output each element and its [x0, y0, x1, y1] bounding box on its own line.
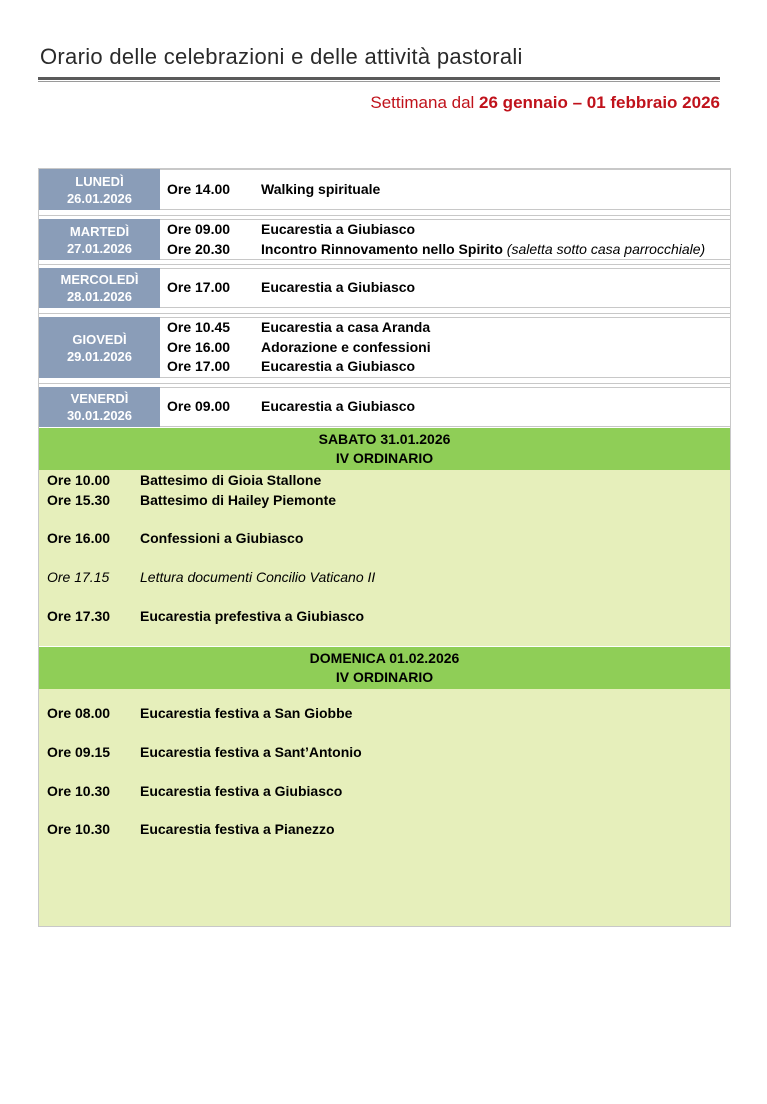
event-desc: Lettura documenti Concilio Vaticano II [140, 569, 376, 585]
sunday-events [39, 689, 730, 926]
event-time: Ore 14.00 [167, 180, 231, 197]
event-desc: Eucarestia festiva a San Giobbe [140, 705, 353, 721]
event-time: Ore 10.30 [47, 821, 111, 837]
event-row [47, 492, 336, 508]
event-desc: Confessioni a Giubiasco [140, 530, 304, 546]
event-row [160, 180, 730, 200]
event-time: Ore 16.00 [47, 530, 111, 546]
week-prefix: Settimana dal [370, 93, 475, 112]
event-row [47, 744, 362, 760]
day-row-friday [38, 387, 731, 427]
day-name: MERCOLEDÌ [60, 272, 139, 287]
title-rule [38, 77, 720, 80]
day-row-thursday [38, 317, 731, 378]
event-time: Ore 17.00 [167, 279, 231, 296]
event-row [47, 472, 321, 488]
divider [38, 383, 731, 384]
event-row [160, 278, 730, 298]
day-events [160, 268, 731, 308]
event-time: Ore 09.15 [47, 744, 111, 760]
divider [38, 264, 731, 265]
day-label [39, 387, 160, 427]
day-name: VENERDÌ [70, 391, 129, 406]
event-desc: Incontro Rinnovamento nello Spirito [261, 240, 503, 257]
day-name: LUNEDÌ [75, 173, 124, 189]
day-date: 28.01.2026 [66, 289, 133, 304]
event-time: Ore 10.45 [167, 319, 231, 336]
day-name: GIOVEDÌ [72, 331, 127, 347]
event-desc: Adorazione e confessioni [261, 338, 431, 355]
day-events [160, 387, 731, 427]
sunday-header [39, 647, 730, 689]
saturday-header [39, 428, 730, 470]
event-desc: Battesimo di Hailey Piemonte [140, 492, 337, 508]
event-row [47, 705, 352, 721]
event-row [47, 783, 342, 799]
event-time: Ore 10.00 [47, 472, 111, 488]
event-desc: Walking spirituale [261, 180, 381, 197]
event-time: Ore 09.00 [167, 398, 231, 415]
day-date: 27.01.2026 [66, 240, 133, 256]
title-rule-thin [38, 81, 720, 82]
event-row [160, 397, 730, 417]
saturday-events [39, 470, 730, 646]
day-date: 30.01.2026 [66, 408, 133, 423]
day-events [160, 169, 731, 210]
event-time: Ore 08.00 [47, 705, 111, 721]
day-date: 29.01.2026 [66, 348, 133, 364]
event-row [47, 530, 303, 546]
sunday-title: DOMENICA 01.02.2026 [309, 649, 460, 666]
divider [38, 215, 731, 216]
event-time: Ore 17.15 [47, 569, 110, 585]
saturday-title: SABATO 31.01.2026 [318, 430, 451, 447]
event-time: Ore 17.30 [47, 608, 111, 624]
day-name: MARTEDÌ [69, 223, 130, 239]
divider [38, 313, 731, 314]
day-label [39, 268, 160, 308]
event-row [160, 220, 730, 240]
week-range [370, 93, 720, 113]
event-time: Ore 16.00 [167, 338, 231, 355]
day-date: 26.01.2026 [66, 190, 133, 206]
event-desc: Eucarestia a Giubiasco [261, 398, 416, 415]
day-row-wednesday [38, 268, 731, 308]
day-events [160, 219, 731, 260]
event-desc: Eucarestia festiva a Pianezzo [140, 821, 335, 837]
event-note: (saletta sotto casa parrocchiale) [506, 240, 706, 257]
event-time: Ore 20.30 [167, 240, 231, 257]
event-time: Ore 10.30 [47, 783, 111, 799]
event-desc: Eucarestia festiva a Sant’Antonio [140, 744, 362, 760]
event-desc: Eucarestia prefestiva a Giubiasco [140, 608, 365, 624]
event-time: Ore 09.00 [167, 221, 231, 237]
event-row [160, 338, 730, 358]
day-row-tuesday [38, 219, 731, 260]
page-title: Orario delle celebrazioni e delle attività pastorali [40, 44, 523, 69]
day-label [39, 169, 160, 210]
event-time: Ore 15.30 [47, 492, 111, 508]
event-row [160, 357, 730, 377]
week-dates: 26 gennaio – 01 febbraio 2026 [479, 93, 720, 112]
day-label [39, 219, 160, 260]
event-row [47, 569, 375, 585]
event-row [160, 318, 730, 338]
day-label [39, 317, 160, 378]
event-desc: Eucarestia a Giubiasco [261, 279, 416, 296]
day-events [160, 317, 731, 378]
event-desc: Eucarestia festiva a Giubiasco [140, 783, 343, 799]
sunday-subtitle: IV ORDINARIO [335, 669, 434, 685]
event-desc: Battesimo di Gioia Stallone [140, 472, 322, 488]
event-desc: Eucarestia a Giubiasco [261, 221, 416, 237]
event-time: Ore 17.00 [167, 358, 231, 375]
event-desc: Eucarestia a Giubiasco [261, 358, 416, 375]
event-row [47, 608, 364, 624]
event-desc: Eucarestia a casa Aranda [261, 319, 431, 336]
event-row [160, 240, 730, 260]
day-row-monday [38, 169, 731, 210]
event-row [47, 821, 335, 837]
saturday-subtitle: IV ORDINARIO [335, 450, 434, 466]
